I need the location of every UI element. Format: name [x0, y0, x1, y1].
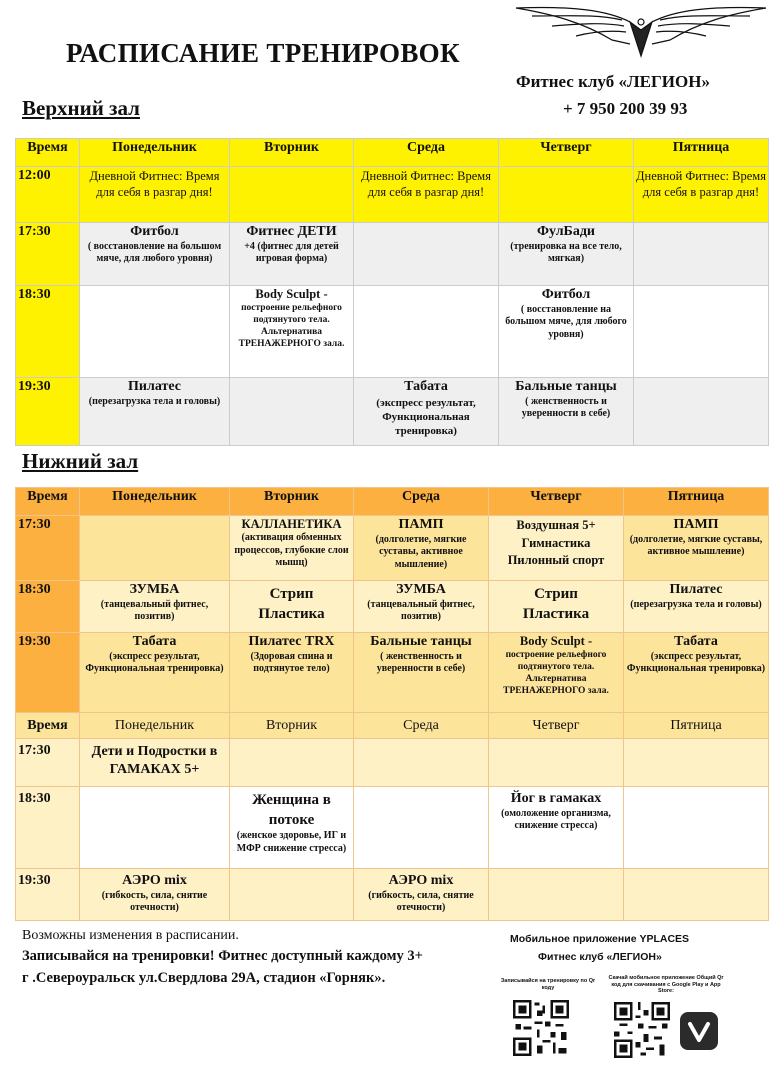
empty-cell [230, 167, 354, 223]
empty-cell [230, 869, 354, 921]
class-desc: (перезагрузка тела и головы) [88, 395, 221, 407]
class-desc: ( восстановление на большом мяче, для любого уровня) [505, 303, 627, 341]
col-header-fri: Пятница [624, 713, 769, 739]
empty-cell [80, 286, 230, 378]
time-cell: 12:00 [16, 167, 80, 223]
time-cell: 17:30 [16, 739, 80, 787]
upper-hall-schedule [15, 138, 769, 446]
table-subheader-row [16, 713, 769, 739]
app-club-name: Фитнес клуб «ЛЕГИОН» [538, 951, 662, 963]
class-desc: (гибкость, сила, снятие отечности) [101, 889, 208, 914]
col-header-tue: Вторник [230, 139, 354, 167]
class-desc: (долголетие, мягкие суставы, активное мышление) [629, 533, 763, 558]
class-cell [354, 869, 489, 921]
class-title: Body Sculpt - [519, 634, 593, 648]
signup-note: Записывайся на тренировки! Фитнес доступный каждому 3+ [22, 948, 423, 964]
class-cell [489, 787, 624, 869]
time-cell: 18:30 [16, 787, 80, 869]
phone-number: + 7 950 200 39 93 [563, 99, 688, 118]
class-cell [230, 633, 354, 713]
qr-download-caption: Скачай мобильное приложение Общий Qr код для скачивания с Google Play и App Store: [608, 975, 724, 995]
time-cell: 19:30 [16, 633, 80, 713]
class-cell [489, 581, 624, 633]
class-cell [624, 581, 769, 633]
time-cell: 18:30 [16, 286, 80, 378]
empty-cell [634, 286, 769, 378]
class-cell [354, 378, 499, 446]
address: г .Североуральск ул.Свердлова 29А, стадион «Горняк». [22, 970, 386, 986]
class-desc: ( женственность и уверенности в себе) [376, 650, 466, 675]
class-title: ПАМП [673, 517, 719, 532]
empty-cell [634, 223, 769, 286]
class-cell [80, 581, 230, 633]
class-title: Body Sculpt - [255, 287, 328, 301]
class-desc: (омоложение организма, снижение стресса) [501, 807, 611, 832]
class-title: Стрип Пластика [258, 586, 325, 622]
col-header-thu: Четверг [489, 488, 624, 516]
class-desc: (танцевальный фитнес, позитив) [367, 598, 475, 623]
class-cell: Дневной Фитнес: Время для себя в разгар дня! [634, 167, 769, 223]
class-title: Воздушная 5+ Гимнастика Пилонный спорт [507, 518, 605, 567]
table-header-row [16, 139, 769, 167]
empty-cell [230, 378, 354, 446]
empty-cell [624, 787, 769, 869]
class-title: Йог в гамаках [510, 791, 602, 806]
table-row [16, 167, 769, 223]
app-title: Мобильное приложение YPLACES [510, 933, 690, 945]
table-row [16, 378, 769, 446]
class-title: Табата [674, 634, 718, 649]
class-title: ЗУМБА [396, 582, 446, 597]
class-title: ЗУМБА [129, 582, 180, 597]
app-download-qr-code[interactable] [614, 1002, 670, 1058]
time-cell: 17:30 [16, 516, 80, 581]
class-title: Пилатес [128, 379, 181, 394]
class-cell [354, 516, 489, 581]
class-title: КАЛЛАНЕТИКА [241, 517, 342, 531]
class-title: Фитнес ДЕТИ [246, 224, 337, 239]
col-header-thu: Четверг [499, 139, 634, 167]
class-cell [354, 581, 489, 633]
empty-cell [230, 739, 354, 787]
col-header-tue: Вторник [230, 713, 354, 739]
class-cell [489, 516, 624, 581]
page-title: РАСПИСАНИЕ ТРЕНИРОВОК [66, 38, 460, 68]
class-title: ФулБади [537, 224, 595, 239]
class-title: Бальные танцы [370, 634, 472, 649]
col-header-mon: Понедельник [80, 488, 230, 516]
class-title: Женщина в потоке [252, 792, 331, 828]
empty-cell [624, 739, 769, 787]
class-desc: (экспресс результат, Функциональная тренировка) [85, 650, 224, 675]
class-cell [489, 633, 624, 713]
empty-cell [354, 787, 489, 869]
class-title: АЭРО mix [388, 873, 454, 888]
class-cell [80, 739, 230, 787]
empty-cell [624, 869, 769, 921]
col-header-wed: Среда [354, 713, 489, 739]
empty-cell [354, 286, 499, 378]
wings-logo [512, 0, 770, 60]
class-desc: (активация обменных процессов, глубокие слои мышц) [234, 531, 349, 569]
class-desc: +4 (фитнес для детей игровая форма) [244, 240, 339, 265]
class-title: Бальные танцы [515, 379, 617, 394]
col-header-thu: Четверг [489, 713, 624, 739]
class-title: Фитбол [541, 287, 591, 302]
class-cell [80, 223, 230, 286]
class-title: Пилатес [669, 582, 723, 597]
class-cell [80, 378, 230, 446]
empty-cell [499, 167, 634, 223]
empty-cell [80, 516, 230, 581]
class-desc: (танцевальный фитнес, позитив) [100, 598, 209, 623]
class-title: Пилатес TRX [248, 634, 335, 649]
class-title: Табата [132, 634, 177, 649]
time-cell: 19:30 [16, 869, 80, 921]
class-desc: (тренировка на все тело, мягкая) [510, 240, 622, 265]
col-header-fri: Пятница [634, 139, 769, 167]
col-header-tue: Вторник [230, 488, 354, 516]
class-title: Стрип Пластика [522, 586, 590, 622]
time-cell: 19:30 [16, 378, 80, 446]
empty-cell [489, 869, 624, 921]
col-header-time: Время [16, 139, 80, 167]
col-header-wed: Среда [354, 139, 499, 167]
class-desc: ( восстановление на большом мяче, для любого уровня) [87, 240, 222, 265]
class-desc: (Здоровая спина и подтянутое тело) [250, 650, 333, 675]
table-row [16, 787, 769, 869]
empty-cell [634, 378, 769, 446]
col-header-mon: Понедельник [80, 139, 230, 167]
col-header-wed: Среда [354, 488, 489, 516]
class-desc: ( женственность и уверенности в себе) [521, 395, 611, 420]
class-cell [499, 223, 634, 286]
class-title: Табата [404, 379, 448, 394]
empty-cell [354, 223, 499, 286]
class-desc: (перезагрузка тела и головы) [630, 598, 762, 610]
class-desc: (экспресс результат, Функциональная тренировка) [626, 650, 766, 675]
class-cell [230, 223, 354, 286]
table-row [16, 739, 769, 787]
time-cell: 18:30 [16, 581, 80, 633]
class-cell [80, 869, 230, 921]
class-title: Дети и Подростки в ГАМАКАХ 5+ [91, 744, 218, 778]
time-cell: 17:30 [16, 223, 80, 286]
class-cell [624, 516, 769, 581]
class-cell [354, 633, 489, 713]
empty-cell [80, 787, 230, 869]
class-cell [499, 286, 634, 378]
table-row [16, 869, 769, 921]
class-desc: (экспресс результат, Функциональная тренировка) [376, 396, 476, 437]
table-row [16, 516, 769, 581]
class-cell [230, 286, 354, 378]
class-cell [230, 787, 354, 869]
class-cell: Дневной Фитнес: Время для себя в разгар дня! [354, 167, 499, 223]
class-cell [230, 516, 354, 581]
class-desc: (долголетие, мягкие суставы, активное мышление) [375, 533, 467, 571]
class-title: АЭРО mix [122, 873, 187, 888]
empty-cell [489, 739, 624, 787]
class-cell [624, 633, 769, 713]
table-row [16, 581, 769, 633]
class-title: ПАМП [398, 517, 444, 532]
table-row [16, 286, 769, 378]
club-name: Фитнес клуб «ЛЕГИОН» [516, 72, 710, 91]
class-cell: Дневной Фитнес: Время для себя в разгар дня! [80, 167, 230, 223]
class-cell [230, 581, 354, 633]
schedule-change-note: Возможны изменения в расписании. [22, 928, 239, 943]
class-desc: (гибкость, сила, снятие отечности) [368, 889, 474, 914]
lower-hall-title: Нижний зал [22, 449, 139, 473]
class-cell [80, 633, 230, 713]
col-header-mon: Понедельник [80, 713, 230, 739]
col-header-fri: Пятница [624, 488, 769, 516]
col-header-time: Время [16, 713, 80, 739]
table-row [16, 633, 769, 713]
upper-hall-title: Верхний зал [22, 96, 140, 120]
class-desc: построение рельефного подтянутого тела. Альтернатива ТРЕНАЖЕРНОГО зала. [503, 649, 609, 697]
qr-signup-caption: Записывайся на тренировку по Qr коду [500, 978, 596, 991]
class-desc: (женское здоровье, ИГ и МФР снижение стресса) [236, 830, 347, 854]
class-title: Фитбол [130, 224, 179, 239]
col-header-time: Время [16, 488, 80, 516]
signup-qr-code[interactable] [513, 1000, 569, 1056]
class-desc: построение рельефного подтянутого тела. Альтернатива ТРЕНАЖЕРНОГО зала. [238, 302, 345, 350]
table-row [16, 223, 769, 286]
class-cell [499, 378, 634, 446]
yplaces-app-icon[interactable] [680, 1012, 718, 1050]
table-header-row [16, 488, 769, 516]
empty-cell [354, 739, 489, 787]
lower-hall-schedule [15, 487, 769, 921]
